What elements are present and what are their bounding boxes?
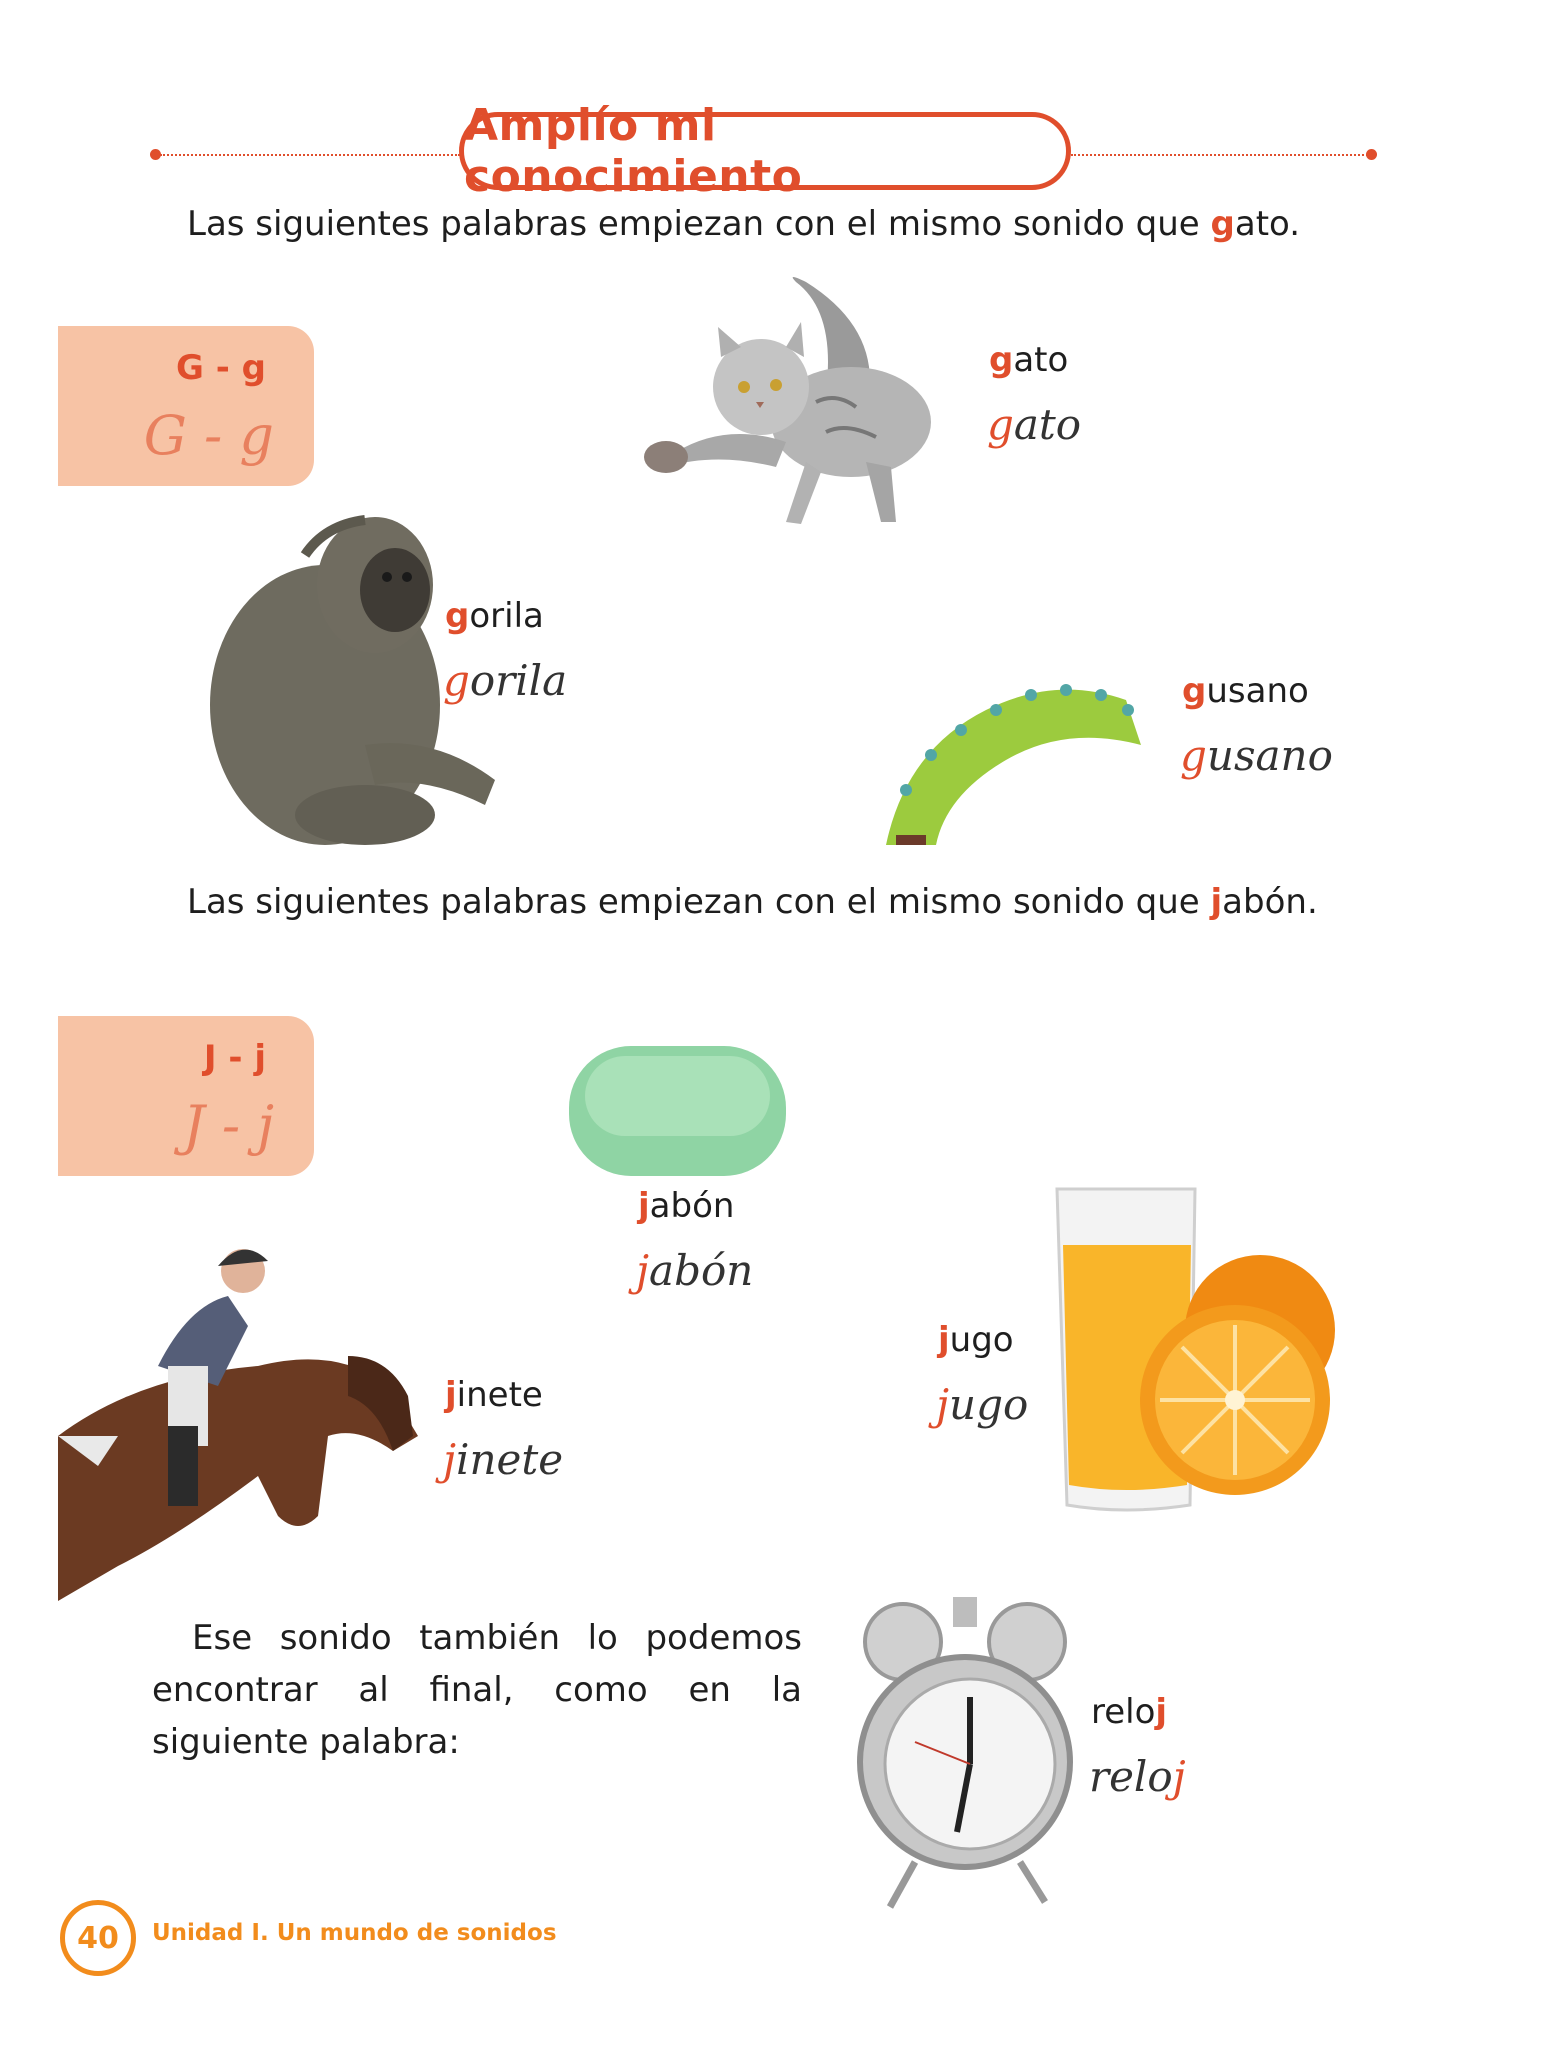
letter-box-g	[58, 326, 314, 486]
intro-g-end: ato.	[1234, 204, 1301, 244]
word-gato-cursive-rest: ato	[1013, 400, 1082, 449]
word-jugo-cursive-rest: ugo	[949, 1380, 1029, 1429]
intro-j-highlight: j	[1210, 882, 1223, 922]
word-jugo-rest: ugo	[949, 1320, 1014, 1360]
word-reloj-rest: relo	[1091, 1692, 1156, 1732]
word-gato-print	[989, 340, 1068, 380]
word-jabon-rest: abón	[649, 1186, 735, 1226]
cat-image	[636, 272, 956, 532]
word-jabon-cursive-first: j	[636, 1246, 650, 1295]
word-gato-first: g	[989, 340, 1014, 380]
title-dotted-line-left	[160, 154, 460, 156]
word-jabon-cursive-rest: abón	[649, 1246, 754, 1295]
section-title-text: Amplío mi conocimiento	[464, 100, 803, 202]
page-number: 40	[77, 1920, 119, 1956]
intro-g-text: Las siguientes palabras empiezan con el mismo sonido que	[187, 204, 1211, 244]
word-gusano-cursive-first: g	[1180, 731, 1207, 780]
letter-g-print: G - g	[175, 348, 266, 388]
word-jabon-first: j	[638, 1186, 650, 1226]
letter-box-j	[58, 1016, 314, 1176]
word-gorila-first: g	[445, 596, 470, 636]
intro-j-text: Las siguientes palabras empiezan con el mismo sonido que	[187, 882, 1211, 922]
word-gusano-print	[1182, 671, 1309, 711]
word-gusano-rest: usano	[1206, 671, 1309, 711]
word-gorila-cursive-rest: orila	[469, 656, 568, 705]
word-jabon-cursive	[636, 1246, 753, 1295]
intro-g	[187, 204, 1300, 244]
word-reloj-cursive-last: j	[1172, 1752, 1186, 1801]
letter-g-cursive: G - g	[143, 404, 274, 467]
word-jinete-cursive	[443, 1435, 563, 1484]
alarm-clock-image	[855, 1592, 1075, 1914]
intro-j-end: abón.	[1222, 882, 1318, 922]
word-jinete-cursive-first: j	[443, 1435, 457, 1484]
paragraph-final-sound: Ese sonido también lo podemos encontrar al final, como en la siguiente palabra:	[152, 1618, 802, 1762]
unit-title: Unidad I. Un mundo de sonidos	[152, 1920, 557, 1946]
word-gorila-cursive	[443, 656, 567, 705]
letter-j-cursive: J - j	[183, 1094, 274, 1157]
word-gusano-cursive-rest: usano	[1206, 731, 1333, 780]
word-reloj-cursive-rest: relo	[1089, 1752, 1173, 1801]
intro-g-highlight: g	[1210, 204, 1235, 244]
word-reloj-cursive	[1089, 1752, 1186, 1801]
title-dot-right	[1366, 149, 1377, 160]
word-gato-cursive	[987, 400, 1081, 449]
horse-rider-image	[58, 1236, 418, 1601]
word-jugo-cursive-first: j	[936, 1380, 950, 1429]
word-gusano-first: g	[1182, 671, 1207, 711]
word-jugo-first: j	[938, 1320, 950, 1360]
section-title	[459, 100, 1071, 202]
word-reloj-last: j	[1155, 1692, 1168, 1732]
word-gusano-cursive	[1180, 731, 1333, 780]
word-gorila-rest: orila	[469, 596, 544, 636]
word-jinete-rest: inete	[456, 1375, 543, 1415]
word-gato-cursive-first: g	[987, 400, 1014, 449]
soap-image	[565, 1042, 790, 1180]
page-number-badge	[60, 1900, 136, 1976]
caterpillar-image	[866, 640, 1176, 855]
title-dotted-line-right	[1071, 154, 1371, 156]
word-gato-rest: ato	[1013, 340, 1069, 380]
word-gorila-cursive-first: g	[443, 656, 470, 705]
word-jinete-print	[445, 1375, 543, 1415]
letter-j-print: J - j	[203, 1038, 266, 1078]
intro-j	[187, 882, 1318, 922]
word-jugo-cursive	[936, 1380, 1028, 1429]
word-jugo-print	[938, 1320, 1014, 1360]
word-reloj-print	[1091, 1692, 1167, 1732]
word-jinete-cursive-rest: inete	[456, 1435, 564, 1484]
word-jinete-first: j	[445, 1375, 457, 1415]
orange-juice-image	[1055, 1185, 1345, 1520]
word-jabon-print	[638, 1186, 734, 1226]
word-gorila-print	[445, 596, 544, 636]
